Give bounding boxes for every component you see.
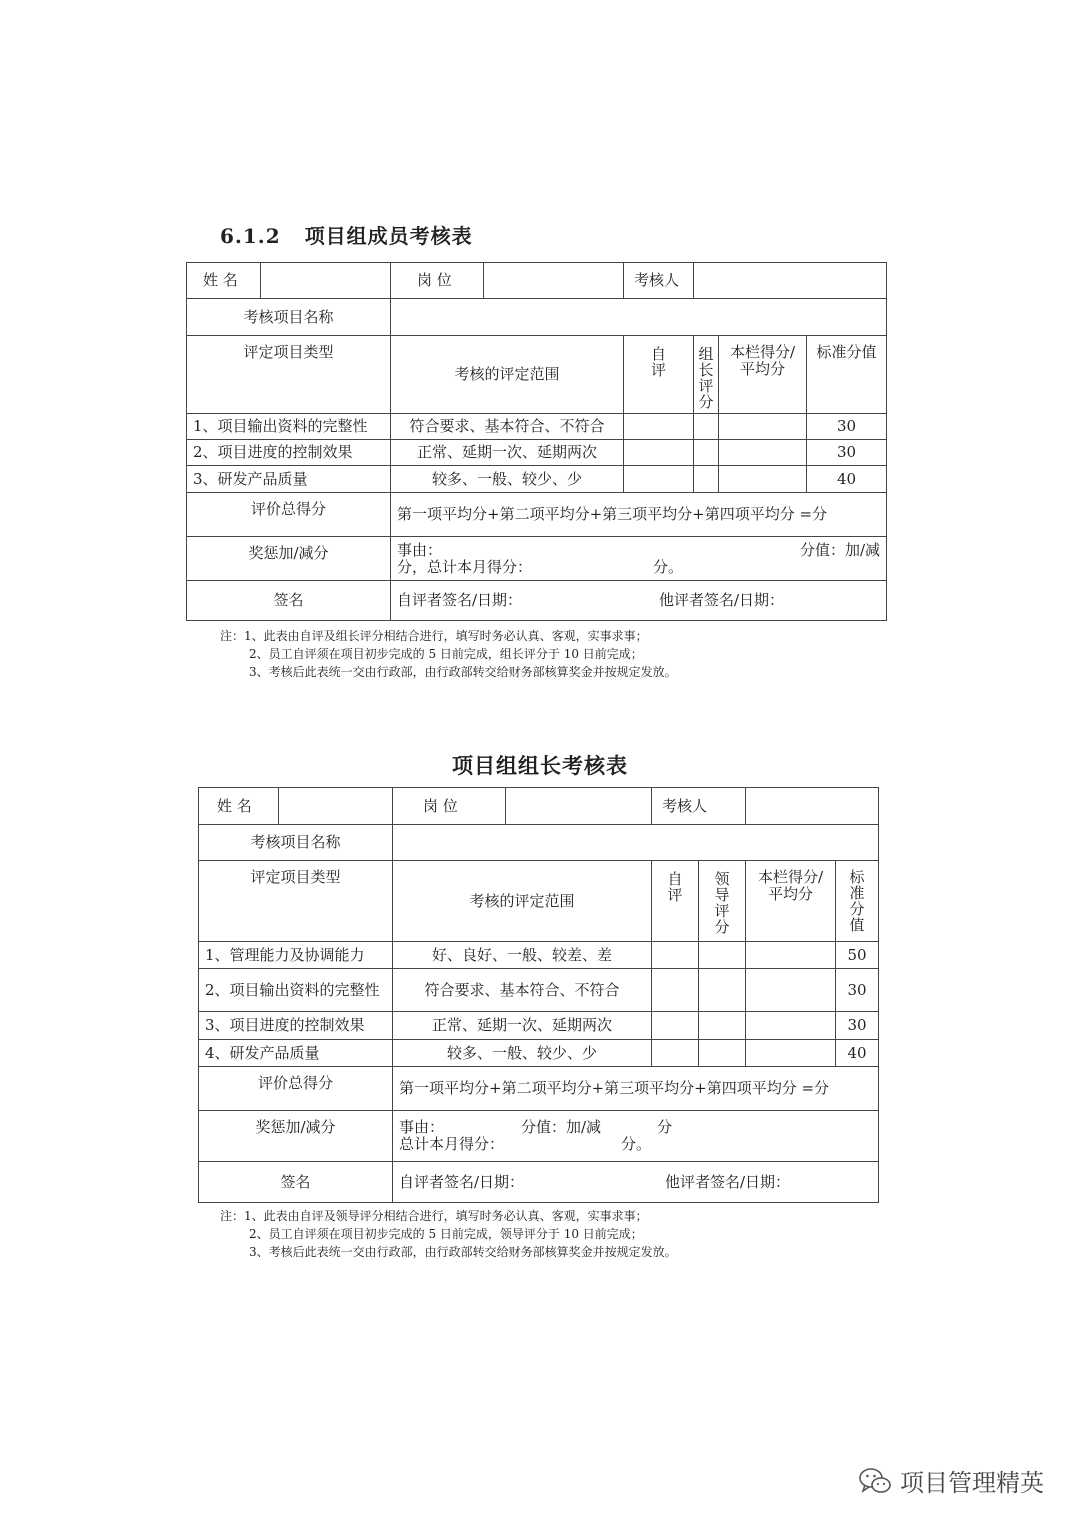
table1-title: 项目组成员考核表 <box>304 224 473 248</box>
row-item: 1、项目输出资料的完整性 <box>187 414 391 440</box>
bonus-total: 分，总计本月得分： <box>397 557 533 576</box>
row-range: 正常、延期一次、延期两次 <box>393 1012 652 1040</box>
wechat-icon <box>858 1466 892 1496</box>
row-self[interactable] <box>652 969 699 1012</box>
row-self[interactable] <box>652 1012 699 1040</box>
row-std-score: 50 <box>836 942 879 969</box>
row-leader[interactable] <box>694 466 719 493</box>
type-label: 评定项目类型 <box>187 336 391 414</box>
bonus-field[interactable] <box>391 537 887 581</box>
bonus-unit: 分。 <box>653 557 684 576</box>
leader-score-header <box>699 861 746 942</box>
sign-field[interactable] <box>393 1162 879 1203</box>
note-line: 2、员工自评须在项目初步完成的 5 日前完成，组长评分于 10 日前完成； <box>249 647 643 661</box>
table-row <box>187 414 887 440</box>
name-label: 姓 名 <box>199 788 279 825</box>
bonus-total-unit: 分。 <box>621 1135 652 1153</box>
row-self[interactable] <box>624 440 694 466</box>
table-row <box>199 1040 879 1067</box>
table2-title: 项目组组长考核表 <box>452 753 628 778</box>
avg-score-text: 本栏得分/平均分 <box>757 868 824 903</box>
post-field[interactable] <box>506 788 652 825</box>
note-line: 注：1、此表由自评及组长评分相结合进行，填写时务必认真、客观，实事求事； <box>220 629 648 643</box>
row-item: 4、研发产品质量 <box>199 1040 393 1067</box>
row-leader[interactable] <box>699 1040 746 1067</box>
row-avg[interactable] <box>719 440 807 466</box>
row-self[interactable] <box>652 1040 699 1067</box>
other-sign: 他评者签名/日期： <box>659 591 785 609</box>
name-field[interactable] <box>279 788 393 825</box>
total-formula: 第一项平均分+第二项平均分+第三项平均分+第四项平均分 =分 <box>391 493 887 537</box>
row-std-score: 30 <box>836 969 879 1012</box>
row-self[interactable] <box>624 414 694 440</box>
row-avg[interactable] <box>746 942 836 969</box>
row-item: 2、项目输出资料的完整性 <box>199 969 393 1012</box>
table-row <box>199 969 879 1012</box>
table-row <box>199 942 879 969</box>
range-header: 考核的评定范围 <box>391 336 624 414</box>
table1-notes <box>220 627 677 681</box>
total-formula: 第一项平均分+第二项平均分+第三项平均分+第四项平均分 =分 <box>393 1067 879 1111</box>
avg-score-header <box>746 861 836 942</box>
self-sign: 自评者签名/日期： <box>397 591 523 609</box>
bonus-score-text: 分值：加/减 <box>799 540 881 559</box>
note-line: 3、考核后此表统一交由行政部，由行政部转交给财务部核算奖金并按规定发放。 <box>249 1245 677 1259</box>
row-range: 符合要求、基本符合、不符合 <box>393 969 652 1012</box>
bonus-score-text: 分值：加/减 <box>521 1118 602 1136</box>
other-sign: 他评者签名/日期： <box>665 1172 791 1191</box>
item-name-label: 考核项目名称 <box>187 299 391 336</box>
std-score-header: 标准分值 <box>807 336 887 414</box>
name-field[interactable] <box>261 263 391 299</box>
row-range: 符合要求、基本符合、不符合 <box>391 414 624 440</box>
note-line: 注：1、此表由自评及领导评分相结合进行，填写时务必认真、客观，实事求事； <box>220 1209 648 1223</box>
row-avg[interactable] <box>746 1012 836 1040</box>
self-sign: 自评者签名/日期： <box>399 1172 525 1191</box>
row-avg[interactable] <box>746 1040 836 1067</box>
assessor-label: 考核人 <box>624 263 694 299</box>
row-std-score: 40 <box>836 1040 879 1067</box>
self-eval-header <box>652 861 699 942</box>
avg-score-header <box>719 336 807 414</box>
type-label: 评定项目类型 <box>199 861 393 942</box>
range-header: 考核的评定范围 <box>393 861 652 942</box>
leader-score-text: 领导评分 <box>714 870 730 936</box>
row-item: 3、项目进度的控制效果 <box>199 1012 393 1040</box>
bonus-reason: 事由： <box>399 1118 445 1136</box>
self-eval-text: 自评 <box>667 870 683 904</box>
row-leader[interactable] <box>694 414 719 440</box>
std-score-header <box>836 861 879 942</box>
row-leader[interactable] <box>699 1012 746 1040</box>
row-self[interactable] <box>624 466 694 493</box>
post-label: 岗 位 <box>391 263 484 299</box>
row-range: 好、良好、一般、较差、差 <box>393 942 652 969</box>
leader-score-text: 组长评分 <box>698 345 714 411</box>
row-leader[interactable] <box>694 440 719 466</box>
post-field[interactable] <box>484 263 624 299</box>
name-label: 姓 名 <box>187 263 261 299</box>
self-eval-header <box>624 336 694 414</box>
row-std-score: 30 <box>807 414 887 440</box>
item-name-field[interactable] <box>391 299 887 336</box>
assessor-field[interactable] <box>694 263 887 299</box>
bonus-unit: 分 <box>657 1118 673 1136</box>
row-avg[interactable] <box>746 969 836 1012</box>
std-score-text: 标准分值 <box>849 868 865 934</box>
row-std-score: 30 <box>836 1012 879 1040</box>
row-avg[interactable] <box>719 414 807 440</box>
watermark <box>858 1463 1044 1498</box>
table-row <box>199 1012 879 1040</box>
table2-notes <box>220 1207 677 1261</box>
row-item: 1、管理能力及协调能力 <box>199 942 393 969</box>
sign-label: 签名 <box>199 1162 393 1203</box>
self-eval-text: 自评 <box>651 345 667 379</box>
row-range: 较多、一般、较少、少 <box>393 1040 652 1067</box>
section-number: 6.1.2 <box>220 224 281 248</box>
bonus-total: 总计本月得分： <box>399 1135 505 1153</box>
assessor-field[interactable] <box>746 788 879 825</box>
item-name-label: 考核项目名称 <box>199 825 393 861</box>
row-leader[interactable] <box>699 969 746 1012</box>
leader-score-header <box>694 336 719 414</box>
row-std-score: 40 <box>807 466 887 493</box>
bonus-reason: 事由： <box>397 540 443 559</box>
sign-label: 签名 <box>187 581 391 621</box>
row-std-score: 30 <box>807 440 887 466</box>
bonus-label: 奖惩加/减分 <box>199 1111 393 1162</box>
item-name-field[interactable] <box>393 825 879 861</box>
row-range: 正常、延期一次、延期两次 <box>391 440 624 466</box>
table2-leader-assessment <box>198 787 879 1203</box>
assessor-label: 考核人 <box>652 788 746 825</box>
total-label: 评价总得分 <box>199 1067 393 1111</box>
bonus-field[interactable] <box>393 1111 879 1162</box>
note-line: 3、考核后此表统一交由行政部，由行政部转交给财务部核算奖金并按规定发放。 <box>249 665 677 679</box>
table1-heading <box>220 220 473 249</box>
row-item: 2、项目进度的控制效果 <box>187 440 391 466</box>
bonus-label: 奖惩加/减分 <box>187 537 391 581</box>
table-row <box>187 466 887 493</box>
note-line: 2、员工自评须在项目初步完成的 5 日前完成，领导评分于 10 日前完成； <box>249 1227 643 1241</box>
row-self[interactable] <box>652 942 699 969</box>
sign-field[interactable] <box>391 581 887 621</box>
table-row <box>187 440 887 466</box>
row-avg[interactable] <box>719 466 807 493</box>
post-label: 岗 位 <box>393 788 506 825</box>
row-range: 较多、一般、较少、少 <box>391 466 624 493</box>
total-label: 评价总得分 <box>187 493 391 537</box>
row-item: 3、研发产品质量 <box>187 466 391 493</box>
row-leader[interactable] <box>699 942 746 969</box>
table1-member-assessment <box>186 262 887 621</box>
watermark-text: 项目管理精英 <box>900 1469 1044 1497</box>
avg-score-text: 本栏得分/平均分 <box>729 343 796 378</box>
